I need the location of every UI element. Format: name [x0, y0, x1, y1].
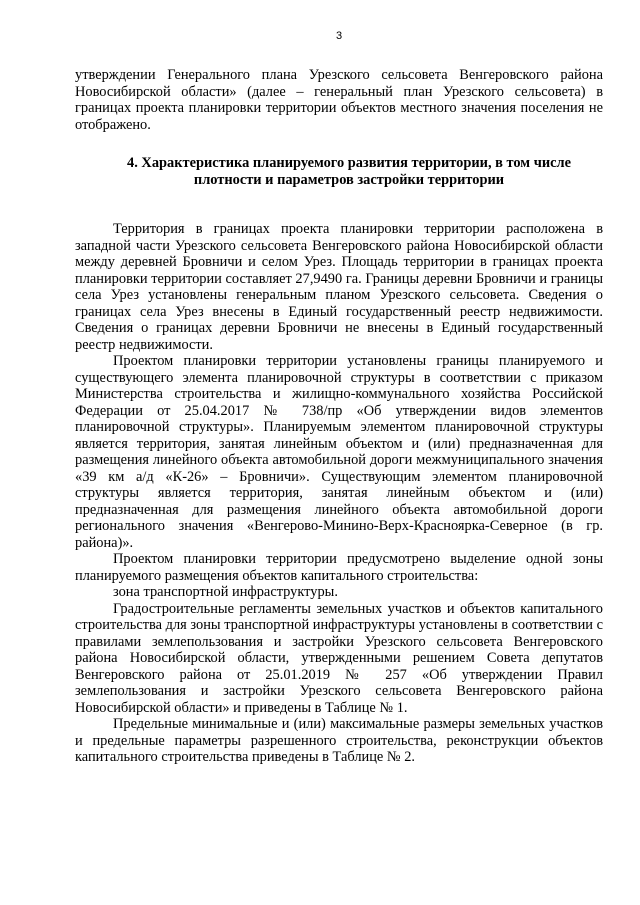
body-paragraph: Проектом планировки территории установлены границы планируемого и существующего элемента планировочной структуры в соответствии с приказом Министерства строительства и жилищно-коммунального хозяйства Российской Федерации от 25.04.2017 № 738/пр «Об утверждении видов элементов планировочной структуры». Планируемым элементом планировочной структуры является территория, занятая линейным объектом и (или) предназначенная для размещения линейного объекта автомобильной дороги межмуниципального значения «39 км а/д «К-26» – Бровничи». Существующим элементом планировочной структуры является территория, занятая линейным объектом и (или) предназначенная для размещения линейного объекта автомобильной дороги регионального значения «Венгерово-Минино-Верх-Красноярка-Северное (в гр. района)». — [75, 353, 603, 551]
body-paragraph: Территория в границах проекта планировки территории расположена в западной части Урезского сельсовета Венгеровского района Новосибирской области между деревней Бровничи и селом Урез. Площадь территории в границах проекта планировки территории составляет 27,9490 га. Границы деревни Бровничи и границы села Урез установлены генеральным планом Урезского сельсовета. Сведения о границах села Урез внесены в Единый государственный реестр недвижимости. Сведения о границах деревни Бровничи не внесены в Единый государственный реестр недвижимости. — [75, 221, 603, 353]
intro-paragraph: утверждении Генерального плана Урезского сельсовета Венгеровского района Новосибирской области» (далее – генеральный план Урезского сельсовета) в границах проекта планировки территории объектов местного значения поселения не отображено. — [75, 67, 603, 133]
page-content — [75, 67, 603, 766]
body-paragraph: Предельные минимальные и (или) максимальные размеры земельных участков и предельные параметры разрешенного строительства, реконструкции объектов капитального строительства приведены в Таблице № 2. — [75, 716, 603, 765]
page-number: 3 — [335, 30, 343, 42]
body-paragraph: Градостроительные регламенты земельных участков и объектов капитального строительства для зоны транспортной инфраструктуры установлены в соответствии с правилами землепользования и застройки Урезского сельсовета Венгеровского района Новосибирской области, утвержденными решением Совета депутатов Венгеровского района от 25.01.2019 № 257 «Об утверждении Правил землепользования и застройки Урезского сельсовета Венгеровского района Новосибирской области» и приведены в Таблице № 1. — [75, 600, 603, 716]
heading-spacer — [75, 188, 603, 221]
body-paragraph: Проектом планировки территории предусмотрено выделение одной зоны планируемого размещения объектов капитального строительства: — [75, 551, 603, 584]
section-heading: 4. Характеристика планируемого развития территории, в том числе плотности и параметров застройки территории — [127, 155, 571, 188]
list-item-zone: зона транспортной инфраструктуры. — [113, 584, 338, 600]
